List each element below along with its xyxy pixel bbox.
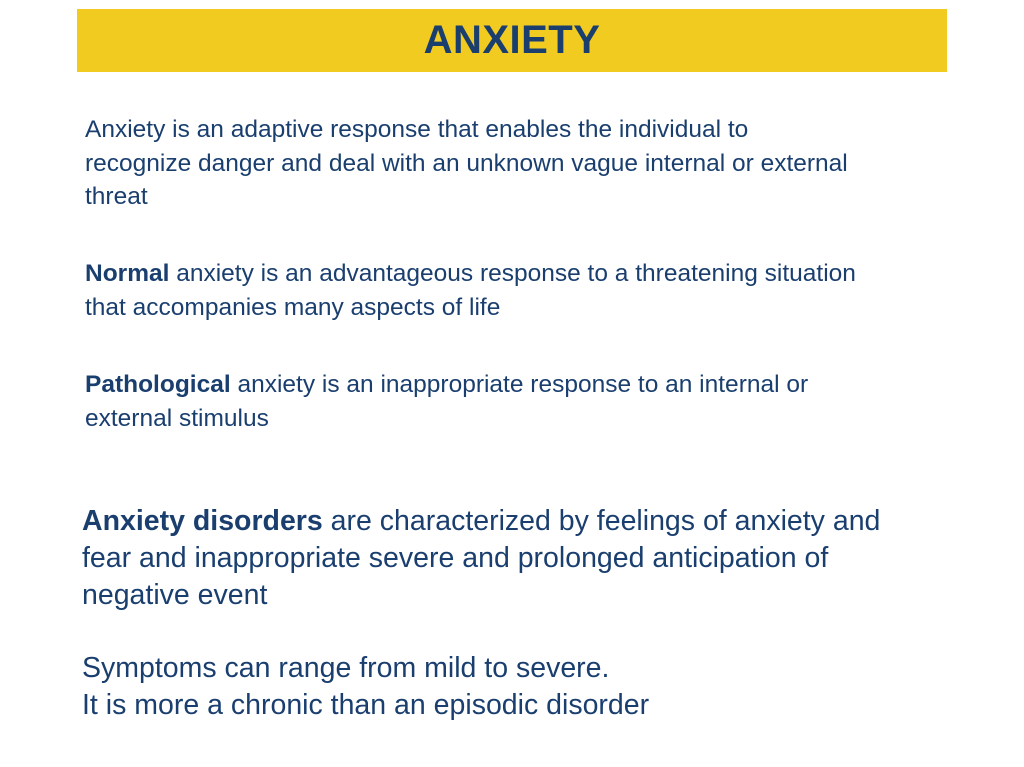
pathological-anxiety-paragraph — [85, 368, 985, 435]
disorders-line-1: are characterized by feelings of anxiety and — [322, 505, 881, 537]
definition-line-3: threat — [85, 183, 148, 210]
normal-line-2: that accompanies many aspects of life — [85, 293, 501, 321]
definition-line-1: Anxiety is an adaptive response that enables the individual to — [85, 116, 749, 143]
anxiety-disorders-paragraph — [82, 503, 982, 614]
symptoms-paragraph — [82, 650, 982, 724]
pathological-line-1: anxiety is an inappropriate response to an internal or — [230, 371, 809, 398]
symptoms-line-1: Symptoms can range from mild to severe. — [82, 652, 610, 684]
disorders-line-2: fear and inappropriate severe and prolonged anticipation of — [82, 542, 829, 574]
normal-anxiety-paragraph — [85, 257, 985, 324]
symptoms-line-2: It is more a chronic than an episodic disorder — [82, 689, 650, 721]
title-banner — [77, 9, 947, 72]
definition-line-2: recognize danger and deal with an unknown vague internal or external — [85, 149, 848, 177]
normal-term: Normal — [85, 260, 170, 287]
normal-line-1: anxiety is an advantageous response to a threatening situation — [169, 260, 856, 287]
pathological-term: Pathological — [85, 371, 231, 398]
definition-paragraph — [85, 113, 985, 214]
pathological-line-2: external stimulus — [85, 404, 269, 432]
slide-title: ANXIETY — [423, 18, 601, 62]
disorders-line-3: negative event — [82, 579, 268, 611]
disorders-term: Anxiety disorders — [82, 505, 323, 537]
